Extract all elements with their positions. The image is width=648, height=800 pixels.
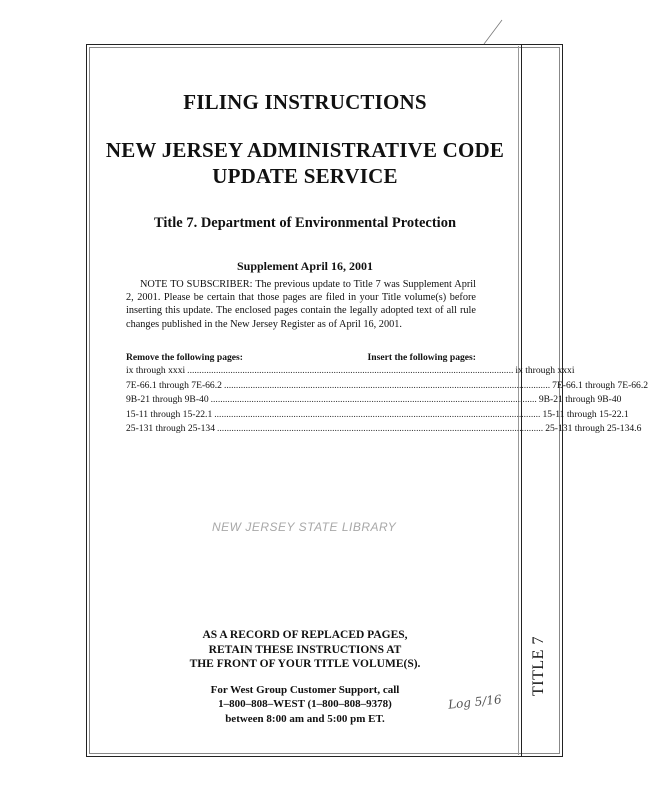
insert-pages: ix through xxxi bbox=[515, 365, 575, 376]
document-title: FILING INSTRUCTIONS bbox=[183, 90, 427, 114]
pen-mark-icon bbox=[482, 18, 504, 46]
table-row bbox=[126, 365, 575, 380]
remove-pages: 15-11 through 15-22.1 bbox=[126, 408, 213, 420]
pages-table bbox=[126, 352, 648, 438]
remove-header: Remove the following pages: bbox=[126, 352, 243, 363]
insert-pages: 7E-66.1 through 7E-66.2 bbox=[552, 379, 648, 391]
record-line-3: THE FRONT OF YOUR TITLE VOLUME(S). bbox=[189, 658, 421, 671]
table-row bbox=[126, 423, 642, 438]
table-row bbox=[126, 394, 622, 409]
record-line-1: AS A RECORD OF REPLACED PAGES, bbox=[202, 629, 408, 641]
remove-pages: 7E-66.1 through 7E-66.2 bbox=[126, 379, 222, 391]
insert-pages: 15-11 through 15-22.1 bbox=[542, 408, 629, 420]
remove-pages: 25-131 through 25-134 bbox=[126, 423, 215, 434]
title-tab-label: TITLE 7 bbox=[530, 636, 547, 696]
leader-dots: ........................................................................................................................................ bbox=[214, 408, 541, 420]
insert-header: Insert the following pages: bbox=[367, 352, 476, 363]
code-title-line1: NEW JERSEY ADMINISTRATIVE CODE bbox=[105, 138, 505, 162]
supplement-date: Supplement April 16, 2001 bbox=[236, 259, 374, 273]
table-row bbox=[126, 408, 629, 424]
leader-dots: ........................................................................................................................................ bbox=[210, 394, 537, 405]
code-title-line2: UPDATE SERVICE bbox=[212, 164, 398, 188]
record-instructions bbox=[92, 628, 518, 672]
leader-dots: ........................................................................................................................................ bbox=[187, 365, 514, 376]
leader-dots: ........................................................................................................................................ bbox=[223, 379, 551, 391]
title-subtitle: Title 7. Department of Environmental Protection bbox=[153, 215, 457, 231]
insert-pages: 25-131 through 25-134.6 bbox=[545, 423, 642, 434]
remove-pages: ix through xxxi bbox=[126, 365, 186, 376]
insert-pages: 9B-21 through 9B-40 bbox=[538, 394, 622, 405]
support-phone: 1–800–808–WEST (1–800–808–9378) bbox=[218, 698, 392, 711]
library-stamp: NEW JERSEY STATE LIBRARY bbox=[212, 520, 397, 534]
support-hours: between 8:00 am and 5:00 pm ET. bbox=[225, 712, 385, 725]
support-line-1: For West Group Customer Support, call bbox=[210, 684, 400, 696]
table-row bbox=[126, 379, 648, 395]
record-line-2: RETAIN THESE INSTRUCTIONS AT bbox=[208, 643, 402, 656]
leader-dots: ........................................................................................................................................ bbox=[217, 423, 544, 434]
subscriber-note: NOTE TO SUBSCRIBER: The previous update to Title 7 was Supplement April 2, 2001. Please be certain that those pages are filed in your Title volume(s) before inserting this update. The enclosed pages contain the legally adopted text of all rule changes published in the New Jersey Register as of April 16, 2001. bbox=[126, 279, 476, 330]
pages-table-header bbox=[126, 352, 476, 363]
handwritten-note: Log 5/16 bbox=[447, 692, 503, 712]
remove-pages: 9B-21 through 9B-40 bbox=[126, 394, 209, 405]
